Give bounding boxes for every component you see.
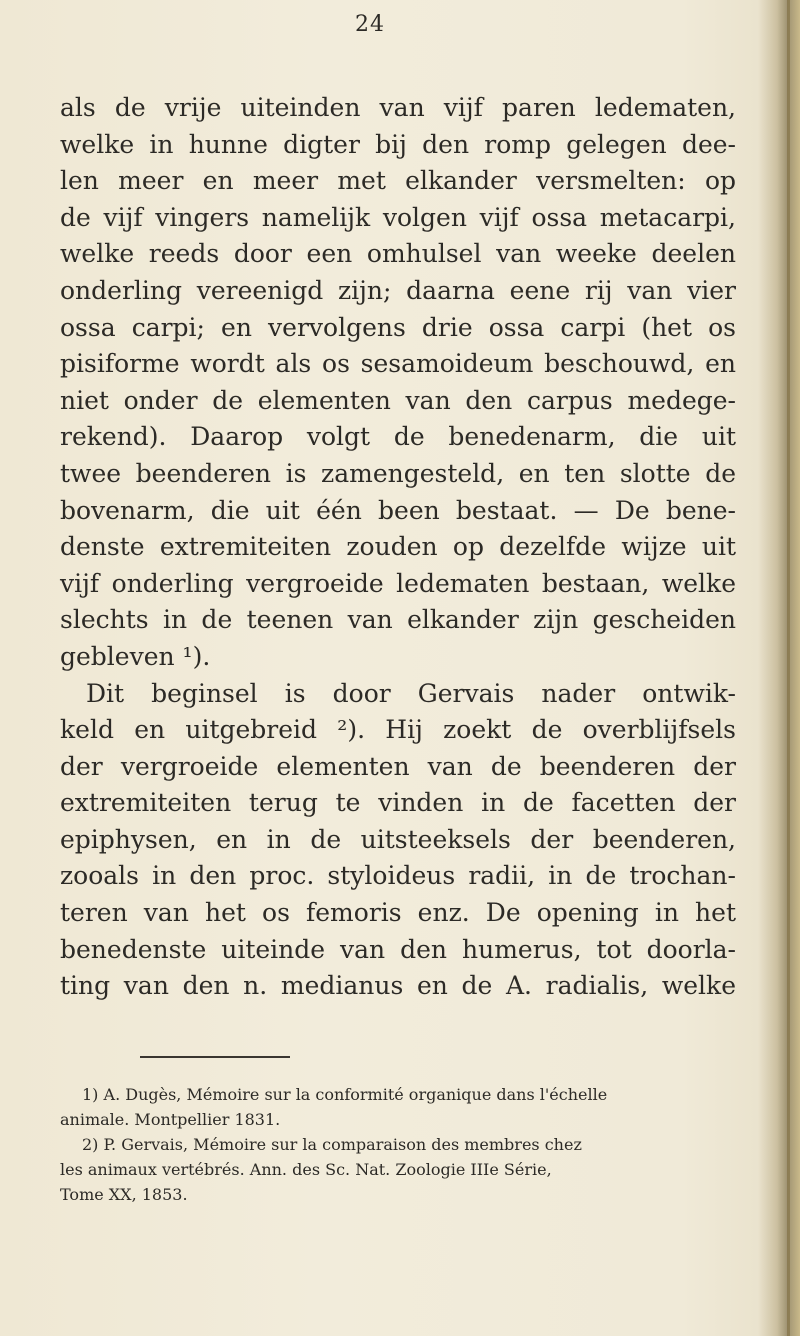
text-line: gebleven ¹).	[60, 641, 211, 671]
text-line: extremiteiten terug te vinden in de facetten der	[60, 788, 736, 818]
text-line: vijf onderling vergroeide ledematen bestaan, welke	[60, 568, 736, 598]
text-line: benedenste uiteinde van den humerus, tot doorla-	[60, 934, 736, 964]
text-line: als de vrije uiteinden van vijf paren ledematen,	[60, 93, 736, 122]
text-line: teren van het os femoris enz. De opening in het	[60, 898, 736, 928]
text-line: der vergroeide elementen van de beenderen der	[60, 751, 736, 781]
page-number: 24	[355, 12, 385, 37]
text-line: onderling vereenigd zijn; daarna eene rij van vier	[60, 275, 736, 305]
footnote-line: 2) P. Gervais, Mémoire sur la comparaison des membres chez	[82, 1135, 582, 1154]
text-line: ting van den n. medianus en de A. radialis, welke	[60, 971, 736, 1001]
text-line: denste extremiteiten zouden op dezelfde wijze uit	[60, 532, 736, 562]
text-line: de vijf vingers namelijk volgen vijf ossa metacarpi,	[60, 202, 736, 232]
text-line: epiphysen, en in de uitsteeksels der beenderen,	[60, 824, 736, 854]
body-text	[60, 90, 736, 1005]
text-line: slechts in de teenen van elkander zijn gescheiden	[60, 605, 736, 635]
footnote-line: animale. Montpellier 1831.	[60, 1110, 281, 1129]
footnote-divider	[140, 1056, 290, 1058]
page-edge-shadow	[758, 0, 800, 1336]
text-line: welke reeds door een omhulsel van weeke deelen	[60, 239, 736, 269]
text-line: welke in hunne digter bij den romp gelegen dee-	[60, 129, 736, 159]
text-line: rekend). Daarop volgt de benedenarm, die uit	[60, 422, 736, 452]
text-line: Dit beginsel is door Gervais nader ontwik-	[86, 678, 736, 708]
binding-edge	[787, 0, 790, 1336]
text-line: pisiforme wordt als os sesamoideum beschouwd, en	[60, 349, 736, 379]
text-line: twee beenderen is zamengesteld, en ten slotte de	[60, 458, 736, 488]
footnotes	[60, 1082, 736, 1207]
footnote-line: les animaux vertébrés. Ann. des Sc. Nat. Zoologie IIIe Série,	[60, 1160, 552, 1179]
footnote-line: Tome XX, 1853.	[60, 1185, 188, 1204]
text-line: keld en uitgebreid ²). Hij zoekt de overblijfsels	[60, 715, 736, 745]
text-line: bovenarm, die uit één been bestaat. — De bene-	[60, 495, 736, 525]
text-line: ossa carpi; en vervolgens drie ossa carpi (het os	[60, 312, 736, 342]
text-line: len meer en meer met elkander versmelten: op	[60, 166, 736, 196]
text-line: zooals in den proc. styloideus radii, in de trochan-	[60, 861, 736, 891]
text-line: niet onder de elementen van den carpus medege-	[60, 385, 736, 415]
footnote-line: 1) A. Dugès, Mémoire sur la conformité organique dans l'échelle	[82, 1085, 608, 1104]
